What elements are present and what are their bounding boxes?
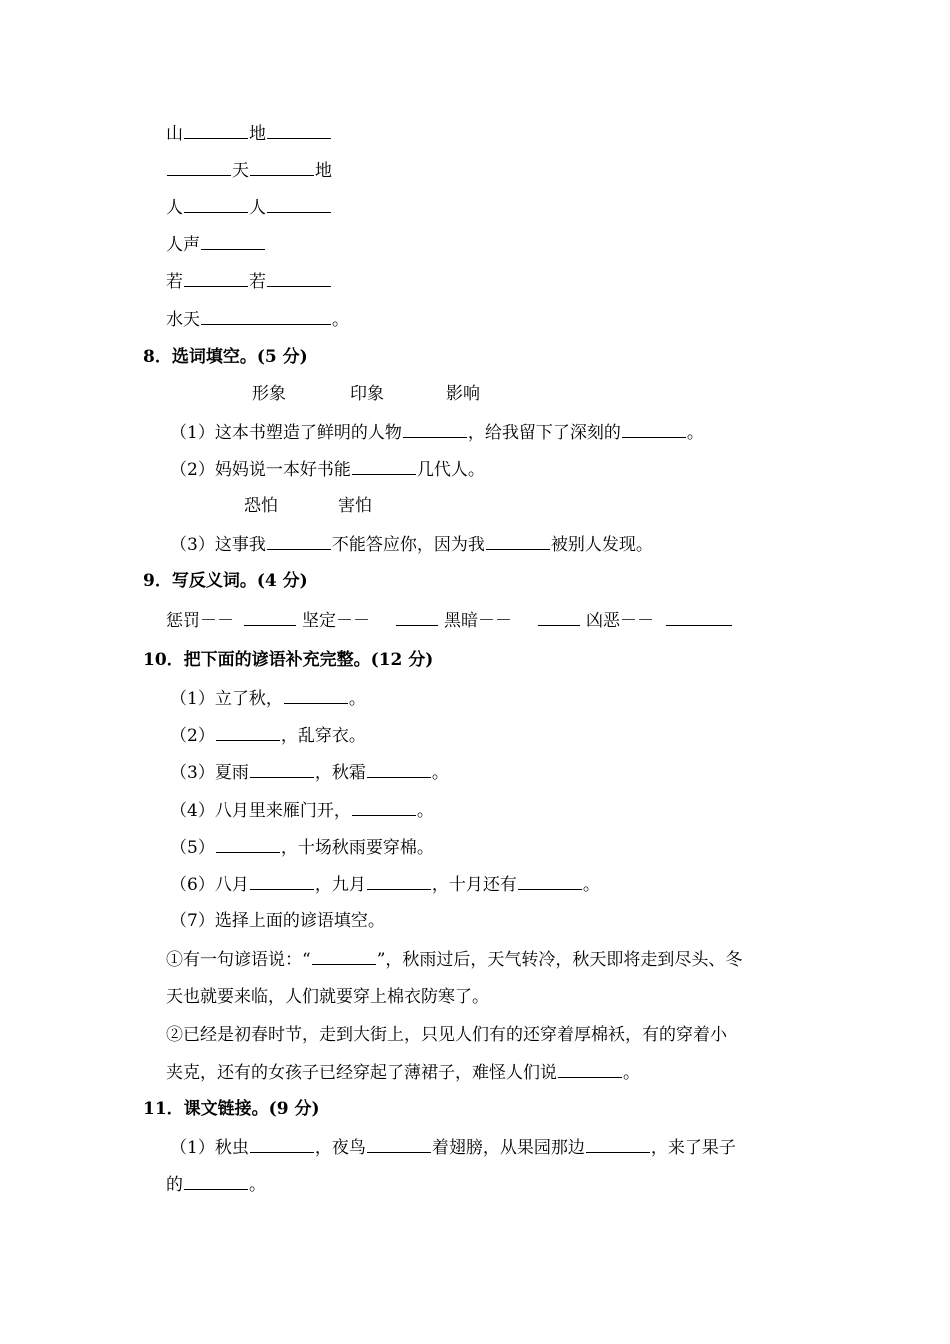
sentence-text: ，来了果子 bbox=[650, 1138, 736, 1158]
word-choices-2 bbox=[244, 491, 372, 521]
antonym-word: 黑暗－－ bbox=[444, 611, 512, 631]
word-fill-line-2 bbox=[166, 155, 332, 185]
sentence-text: ，乱穿衣。 bbox=[280, 726, 366, 746]
answer-blank[interactable] bbox=[250, 1132, 314, 1153]
answer-blank[interactable] bbox=[367, 869, 431, 890]
sentence-text: ，十场秋雨要穿棉。 bbox=[280, 838, 434, 858]
q10-passage-1-line-2: 天也就要来临，人们就要穿上棉衣防寒了。 bbox=[166, 987, 489, 1007]
answer-blank[interactable] bbox=[622, 417, 686, 438]
word-text: 天 bbox=[232, 161, 249, 181]
answer-blank[interactable] bbox=[396, 605, 438, 626]
word-text: 山 bbox=[166, 124, 183, 144]
word-choice: 形象 bbox=[252, 384, 286, 404]
answer-blank[interactable] bbox=[267, 118, 331, 139]
question-8-title: 8．选词填空。(5 分) bbox=[143, 347, 308, 367]
word-text: 地 bbox=[249, 124, 266, 144]
sentence-text: 不能答应你，因为我 bbox=[331, 535, 485, 555]
sentence-text: 。 bbox=[249, 1175, 266, 1195]
answer-blank[interactable] bbox=[184, 1169, 248, 1190]
answer-blank[interactable] bbox=[184, 192, 248, 213]
word-text: 地 bbox=[315, 161, 332, 181]
word-text: 若 bbox=[249, 272, 266, 292]
q10-item-3 bbox=[170, 757, 449, 787]
question-10-title: 10．把下面的谚语补充完整。(12 分) bbox=[143, 650, 434, 670]
sentence-text: （1）这本书塑造了鲜明的人物 bbox=[170, 423, 402, 443]
sentence-text: （5） bbox=[170, 838, 215, 858]
q10-item-6 bbox=[170, 869, 600, 899]
word-fill-line-6 bbox=[166, 304, 349, 334]
word-choice: 恐怕 bbox=[244, 496, 278, 516]
q11-item-1-line-1 bbox=[170, 1132, 736, 1162]
answer-blank[interactable] bbox=[216, 832, 280, 853]
answer-blank[interactable] bbox=[558, 1057, 622, 1078]
answer-blank[interactable] bbox=[267, 529, 331, 550]
answer-blank[interactable] bbox=[216, 720, 280, 741]
sentence-text: 。 bbox=[348, 689, 366, 709]
sentence-text: ，九月 bbox=[314, 875, 366, 895]
sentence-text: 的 bbox=[166, 1175, 183, 1195]
sentence-text: （4）八月里来雁门开， bbox=[170, 801, 351, 821]
answer-blank[interactable] bbox=[184, 266, 248, 287]
answer-blank[interactable] bbox=[167, 155, 231, 176]
antonym-row bbox=[166, 605, 733, 635]
word-choices-1 bbox=[252, 379, 480, 409]
word-fill-line-5 bbox=[166, 266, 332, 296]
answer-blank[interactable] bbox=[352, 454, 416, 475]
sentence-text: 。 bbox=[686, 423, 704, 443]
sentence-text: ，秋霜 bbox=[314, 763, 366, 783]
sentence-text: 。 bbox=[416, 801, 434, 821]
word-fill-line-1 bbox=[166, 118, 332, 148]
word-fill-line-4 bbox=[166, 229, 266, 259]
antonym-word: 惩罚－－ bbox=[166, 611, 234, 631]
answer-blank[interactable] bbox=[586, 1132, 650, 1153]
q8-sentence-2 bbox=[170, 454, 485, 484]
q8-sentence-3 bbox=[170, 529, 653, 559]
word-fill-line-3 bbox=[166, 192, 332, 222]
sentence-text: ，十月还有 bbox=[431, 875, 517, 895]
word-text: 人 bbox=[249, 198, 266, 218]
answer-blank[interactable] bbox=[486, 529, 550, 550]
answer-blank[interactable] bbox=[250, 155, 314, 176]
answer-blank[interactable] bbox=[267, 266, 331, 287]
sentence-text: 。 bbox=[431, 763, 449, 783]
sentence-text: （2） bbox=[170, 726, 215, 746]
antonym-word: 坚定－－ bbox=[302, 611, 370, 631]
sentence-text: （2）妈妈说一本好书能 bbox=[170, 460, 351, 480]
sentence-text: ，给我留下了深刻的 bbox=[467, 423, 621, 443]
question-11-title: 11．课文链接。(9 分) bbox=[143, 1099, 320, 1119]
q10-item-2 bbox=[170, 720, 366, 750]
word-text: 水天 bbox=[166, 310, 200, 330]
q10-passage-1-line-1 bbox=[166, 944, 742, 974]
answer-blank[interactable] bbox=[666, 605, 732, 626]
word-text: 若 bbox=[166, 272, 183, 292]
q10-item-5 bbox=[170, 832, 434, 862]
question-9-title: 9．写反义词。(4 分) bbox=[143, 571, 308, 591]
answer-blank[interactable] bbox=[201, 229, 265, 250]
answer-blank[interactable] bbox=[244, 605, 296, 626]
sentence-text: ①有一句谚语说：“ bbox=[166, 950, 311, 970]
sentence-text: 。 bbox=[623, 1063, 640, 1083]
answer-blank[interactable] bbox=[201, 304, 331, 325]
sentence-text: （6）八月 bbox=[170, 875, 249, 895]
antonym-word: 凶恶－－ bbox=[586, 611, 654, 631]
q10-passage-2-line-1: ②已经是初春时节，走到大街上，只见人们有的还穿着厚棉袄，有的穿着小 bbox=[166, 1025, 727, 1045]
word-text: 。 bbox=[332, 310, 349, 330]
q10-item-1 bbox=[170, 683, 366, 713]
sentence-text: （3）这事我 bbox=[170, 535, 266, 555]
q8-sentence-1 bbox=[170, 417, 704, 447]
answer-blank[interactable] bbox=[538, 605, 580, 626]
sentence-text: ”，秋雨过后，天气转冷，秋天即将走到尽头、冬 bbox=[376, 950, 743, 970]
sentence-text: ，夜鸟 bbox=[314, 1138, 366, 1158]
answer-blank[interactable] bbox=[403, 417, 467, 438]
answer-blank[interactable] bbox=[284, 683, 348, 704]
word-choice: 害怕 bbox=[338, 496, 372, 516]
sentence-text: （1）立了秋， bbox=[170, 689, 283, 709]
answer-blank[interactable] bbox=[250, 757, 314, 778]
sentence-text: （3）夏雨 bbox=[170, 763, 249, 783]
sentence-text: 被别人发现。 bbox=[550, 535, 653, 555]
answer-blank[interactable] bbox=[518, 869, 582, 890]
word-text: 人声 bbox=[166, 235, 200, 255]
word-choice: 影响 bbox=[446, 384, 480, 404]
q10-passage-2-line-2 bbox=[166, 1057, 640, 1087]
answer-blank[interactable] bbox=[367, 1132, 431, 1153]
sentence-text: 。 bbox=[582, 875, 600, 895]
q10-item-7: （7）选择上面的谚语填空。 bbox=[170, 911, 385, 931]
answer-blank[interactable] bbox=[250, 869, 314, 890]
q11-item-1-line-2 bbox=[166, 1169, 266, 1199]
sentence-text: 着翅膀，从果园那边 bbox=[431, 1138, 585, 1158]
answer-blank[interactable] bbox=[352, 795, 416, 816]
word-text: 人 bbox=[166, 198, 183, 218]
word-choice: 印象 bbox=[350, 384, 384, 404]
sentence-text: （1）秋虫 bbox=[170, 1138, 249, 1158]
sentence-text: 夹克，还有的女孩子已经穿起了薄裙子，难怪人们说 bbox=[166, 1063, 557, 1083]
answer-blank[interactable] bbox=[267, 192, 331, 213]
answer-blank[interactable] bbox=[184, 118, 248, 139]
sentence-text: 几代人。 bbox=[416, 460, 485, 480]
answer-blank[interactable] bbox=[312, 944, 376, 965]
answer-blank[interactable] bbox=[367, 757, 431, 778]
q10-item-4 bbox=[170, 795, 434, 825]
